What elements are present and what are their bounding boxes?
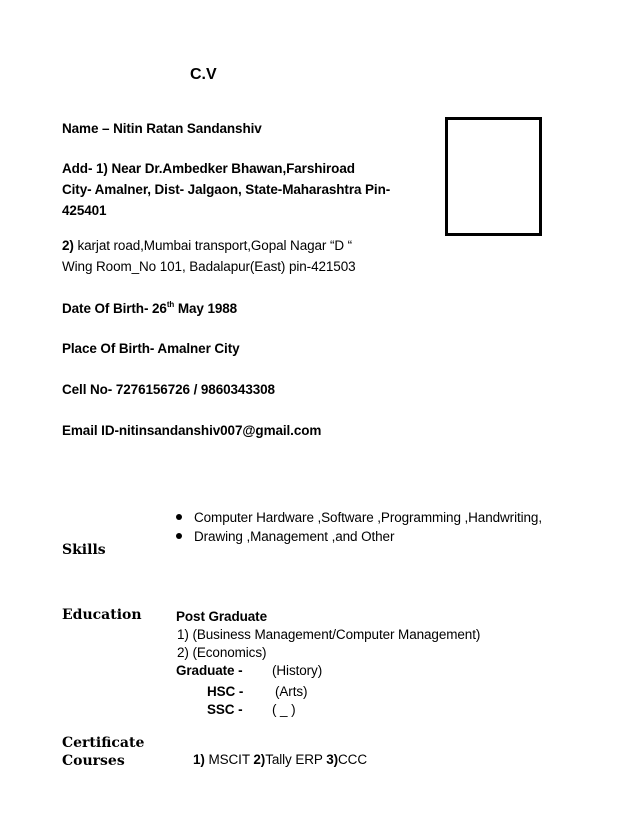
address1-line3: 425401 bbox=[62, 203, 107, 218]
course-name: CCC bbox=[338, 752, 367, 767]
cell-number: Cell No- 7276156726 / 9860343308 bbox=[62, 382, 275, 397]
address2-line1 bbox=[62, 238, 352, 253]
certificate-heading-line1: Certificate bbox=[62, 735, 145, 751]
graduate-value: (History) bbox=[272, 663, 323, 678]
skill-text: Computer Hardware ,Software ,Programming ,Handwriting, bbox=[194, 510, 542, 525]
graduate-label: Graduate - bbox=[176, 663, 243, 678]
course-name: MSCIT bbox=[204, 752, 254, 767]
address1-line1: Add- 1) Near Dr.Ambedker Bhawan,Farshiroad bbox=[62, 161, 355, 176]
address2-text: karjat road,Mumbai transport,Gopal Nagar “D “ bbox=[73, 238, 353, 253]
date-of-birth bbox=[62, 300, 237, 316]
pg-item: 2) (Economics) bbox=[177, 645, 267, 660]
ssc-value: ( _ ) bbox=[272, 702, 296, 717]
bullet-icon bbox=[176, 514, 182, 520]
hsc-value: (Arts) bbox=[275, 684, 308, 699]
document-title: C.V bbox=[190, 66, 217, 83]
ssc-label: SSC - bbox=[207, 702, 243, 717]
address1-line2: City- Amalner, Dist- Jalgaon, State-Maharashtra Pin- bbox=[62, 182, 391, 197]
dob-rest: May 1988 bbox=[174, 301, 238, 316]
skills-heading: Skills bbox=[62, 542, 106, 558]
skill-item bbox=[176, 529, 394, 544]
email: Email ID-nitinsandanshiv007@gmail.com bbox=[62, 423, 322, 438]
skill-text: Drawing ,Management ,and Other bbox=[194, 529, 395, 544]
name-line bbox=[62, 121, 262, 136]
address2-line2: Wing Room_No 101, Badalapur(East) pin-421503 bbox=[62, 259, 356, 274]
bullet-icon bbox=[176, 533, 182, 539]
skill-item bbox=[176, 510, 542, 525]
certificate-list bbox=[193, 752, 367, 767]
post-graduate-label: Post Graduate bbox=[176, 609, 267, 624]
place-of-birth: Place Of Birth- Amalner City bbox=[62, 341, 240, 356]
course-number: 2) bbox=[253, 752, 266, 767]
course-name: Tally ERP bbox=[265, 752, 327, 767]
course-number: 3) bbox=[326, 752, 339, 767]
pg-item: 1) (Business Management/Computer Management) bbox=[177, 627, 481, 642]
course-number: 1) bbox=[193, 752, 205, 767]
address2-number: 2) bbox=[62, 238, 74, 253]
dob-suffix: th bbox=[166, 300, 175, 309]
certificate-heading-line2: Courses bbox=[62, 753, 125, 769]
photo-placeholder bbox=[445, 117, 542, 236]
hsc-label: HSC - bbox=[207, 684, 244, 699]
name-label: Name – bbox=[62, 121, 110, 136]
name-value: Nitin Ratan Sandanshiv bbox=[113, 121, 262, 136]
dob-label: Date Of Birth- 26 bbox=[62, 301, 167, 316]
education-heading: Education bbox=[62, 607, 142, 623]
